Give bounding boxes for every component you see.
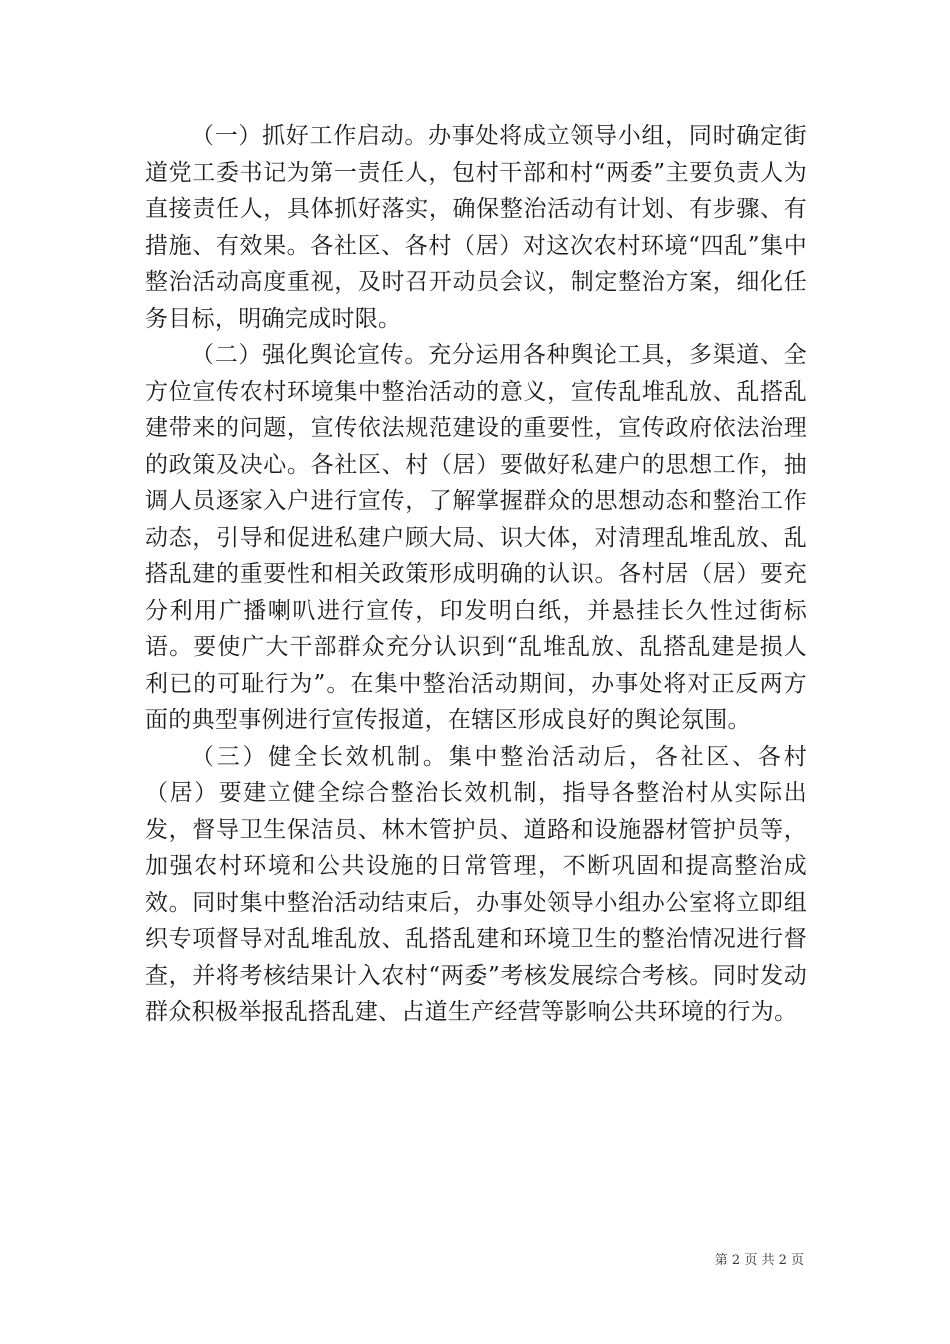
document-body	[145, 118, 807, 1031]
paragraph-work-launch: （一）抓好工作启动。办事处将成立领导小组，同时确定街道党工委书记为第一责任人，包村干部和村“两委”主要负责人为直接责任人，具体抓好落实，确保整治活动有计划、有步骤、有措施、有效果。各社区、各村（居）对这次农村环境“四乱”集中整治活动高度重视，及时召开动员会议，制定整治方案，细化任务目标，明确完成时限。	[145, 123, 807, 332]
paragraph-long-term-mechanism: （三）健全长效机制。集中整治活动后，各社区、各村（居）要建立健全综合整治长效机制，指导各整治村从实际出发，督导卫生保洁员、林木管护员、道路和设施器材管护员等，加强农村环境和公共设施的日常管理，不断巩固和提高整治成效。同时集中整治活动结束后，办事处领导小组办公室将立即组织专项督导对乱堆乱放、乱搭乱建和环境卫生的整治情况进行督查，并将考核结果计入农村“两委”考核发展综合考核。同时发动群众积极举报乱搭乱建、占道生产经营等影响公共环境的行为。	[145, 743, 807, 1025]
page-number: 第 2 页 共 2 页	[714, 1253, 804, 1268]
paragraph-publicity: （二）强化舆论宣传。充分运用各种舆论工具，多渠道、全方位宣传农村环境集中整治活动的意义，宣传乱堆乱放、乱搭乱建带来的问题，宣传依法规范建设的重要性，宣传政府依法治理的政策及决心。各社区、村（居）要做好私建户的思想工作，抽调人员逐家入户进行宣传，了解掌握群众的思想动态和整治工作动态，引导和促进私建户顾大局、识大体，对清理乱堆乱放、乱搭乱建的重要性和相关政策形成明确的认识。各村居（居）要充分利用广播喇叭进行宣传，印发明白纸，并悬挂长久性过街标语。要使广大干部群众充分认识到“乱堆乱放、乱搭乱建是损人利已的可耻行为”。在集中整治活动期间，办事处将对正反两方面的典型事例进行宣传报道，在辖区形成良好的舆论氛围。	[145, 342, 807, 733]
